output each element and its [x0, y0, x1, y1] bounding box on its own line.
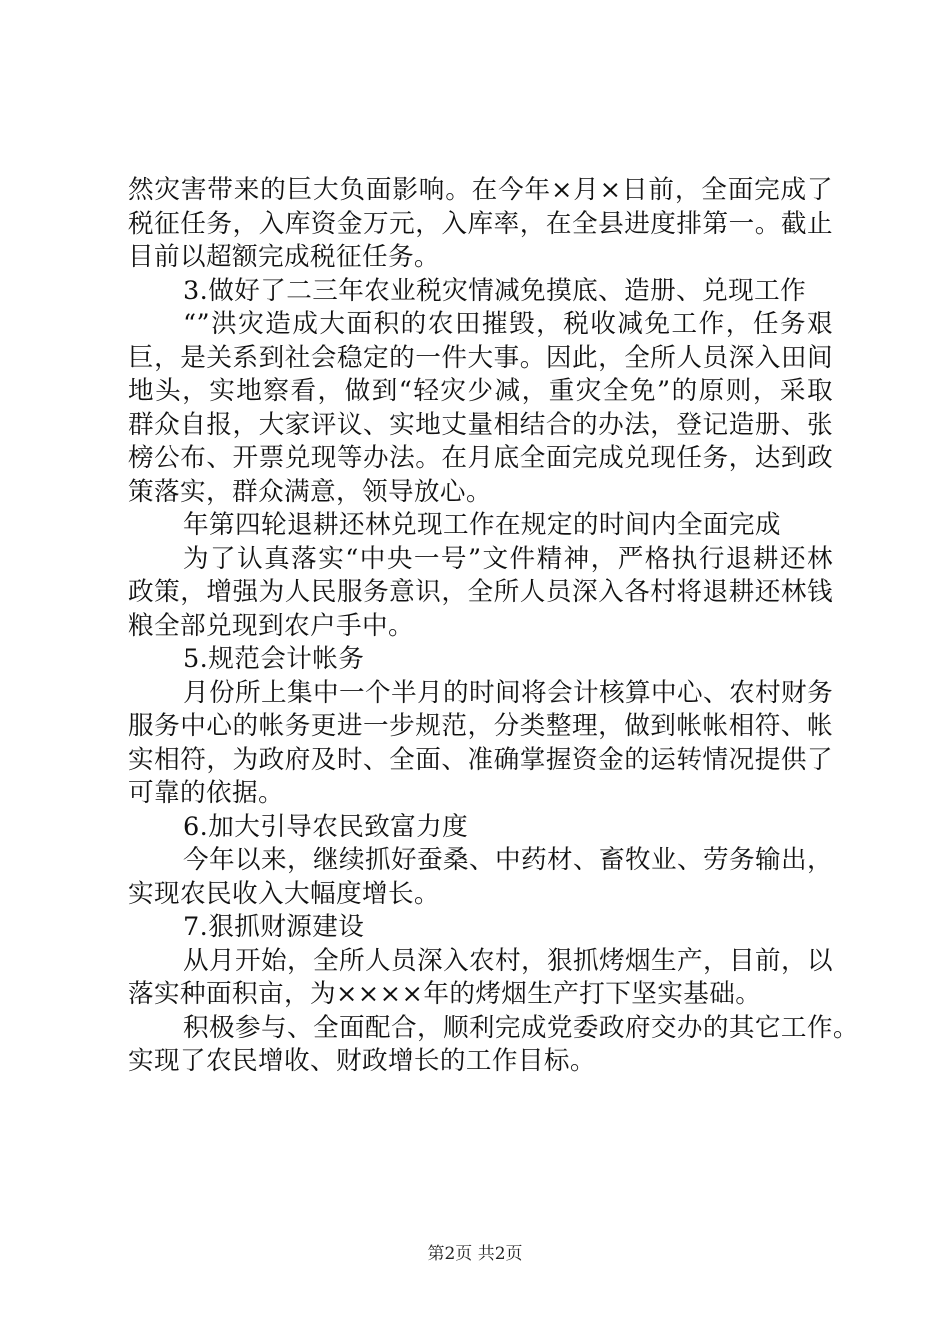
text-line: 服务中心的帐务更进一步规范，分类整理，做到帐帐相符、帐: [128, 711, 833, 741]
text-line: “”洪灾造成大面积的农田摧毁，税收减免工作，任务艰: [183, 309, 833, 339]
text-line: 积极参与、全面配合，顺利完成党委政府交办的其它工作。: [183, 1012, 859, 1043]
section-heading: 3.做好了二三年农业税灾情减免摸底、造册、兑现工作: [183, 275, 807, 306]
section-heading: 年第四轮退耕还林兑现工作在规定的时间内全面完成: [183, 510, 781, 540]
page-number: 第2页 共2页: [427, 1244, 523, 1264]
text-line: 今年以来，继续抓好蚕桑、中药材、畜牧业、劳务输出，: [183, 845, 833, 875]
text-line: 策落实，群众满意，领导放心。: [128, 476, 492, 507]
text-line: 从月开始，全所人员深入农村，狠抓烤烟生产，目前，以: [183, 945, 833, 976]
text-line: 实相符，为政府及时、全面、准确掌握资金的运转情况提供了: [128, 744, 833, 775]
section-heading: 5.规范会计帐务: [183, 644, 365, 674]
text-line: 为了认真落实“中央一号”文件精神，严格执行退耕还林: [183, 543, 833, 574]
text-line: 粮全部兑现到农户手中。: [128, 610, 414, 641]
text-line: 然灾害带来的巨大负面影响。在今年×月×日前，全面完成了: [128, 175, 833, 205]
text-line: 月份所上集中一个半月的时间将会计核算中心、农村财务: [183, 677, 833, 708]
document-body: [128, 174, 859, 1079]
text-line: 可靠的依据。: [128, 778, 284, 808]
section-heading: 6.加大引导农民致富力度: [183, 811, 469, 842]
section-heading: 7.狠抓财源建设: [183, 912, 365, 942]
text-line: 落实种面积亩，为××××年的烤烟生产打下坚实基础。: [128, 979, 762, 1009]
text-line: 榜公布、开票兑现等办法。在月底全面完成兑现任务，达到政: [128, 443, 833, 473]
text-line: 实现了农民增收、财政增长的工作目标。: [128, 1046, 596, 1076]
text-line: 税征任务，入库资金万元，入库率，在全县进度排第一。截止: [128, 208, 833, 239]
text-line: 政策，增强为人民服务意识，全所人员深入各村将退耕还林钱: [128, 577, 833, 607]
text-line: 群众自报，大家评议、实地丈量相结合的办法，登记造册、张: [128, 409, 833, 440]
text-line: 地头，实地察看，做到“轻灾少减，重灾全免”的原则，采取: [128, 376, 833, 406]
text-line: 巨，是关系到社会稳定的一件大事。因此，全所人员深入田间: [128, 342, 833, 373]
text-line: 目前以超额完成税征任务。: [128, 242, 440, 272]
text-line: 实现农民收入大幅度增长。: [128, 878, 440, 909]
